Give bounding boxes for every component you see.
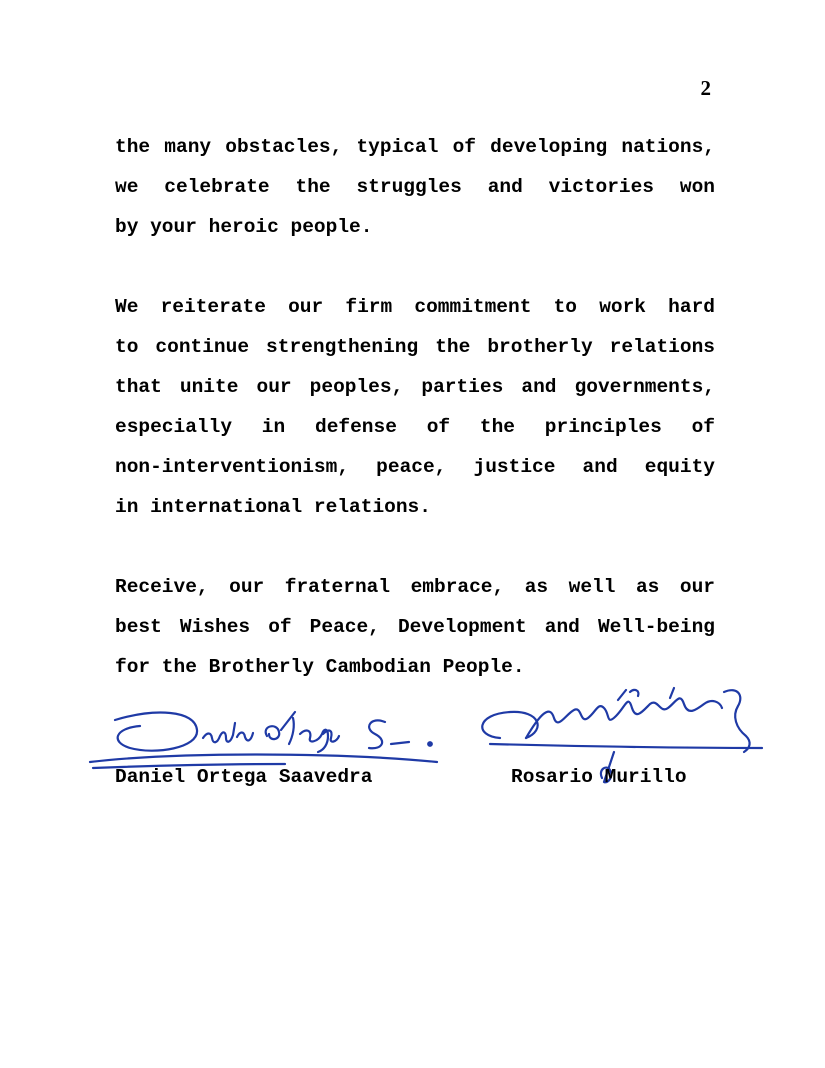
paragraph-2-line-3: that unite our peoples, parties and governments, — [115, 376, 715, 398]
signatory-name-rosario-murillo: Rosario Murillo — [511, 766, 687, 788]
paragraph-2-line-6: in international relations. — [115, 496, 431, 518]
paragraph-1-line-3: by your heroic people. — [115, 216, 373, 238]
signatory-name-daniel-ortega: Daniel Ortega Saavedra — [115, 766, 373, 788]
paragraph-2-line-2: to continue strengthening the brotherly relations — [115, 336, 715, 358]
paragraph-2-line-5: non-interventionism, peace, justice and equity — [115, 456, 715, 478]
paragraph-2-line-4: especially in defense of the principles of — [115, 416, 715, 438]
paragraph-1-line-1: the many obstacles, typical of developing nations, — [115, 136, 715, 158]
paragraph-2-line-1: We reiterate our firm commitment to work hard — [115, 296, 715, 318]
paragraph-3-line-1: Receive, our fraternal embrace, as well as our — [115, 576, 715, 598]
paragraph-1-line-2: we celebrate the struggles and victories won — [115, 176, 715, 198]
paragraph-3-line-2: best Wishes of Peace, Development and Well-being — [115, 616, 715, 638]
page-number: 2 — [700, 76, 711, 100]
paragraph-3-line-3: for the Brotherly Cambodian People. — [115, 656, 525, 678]
